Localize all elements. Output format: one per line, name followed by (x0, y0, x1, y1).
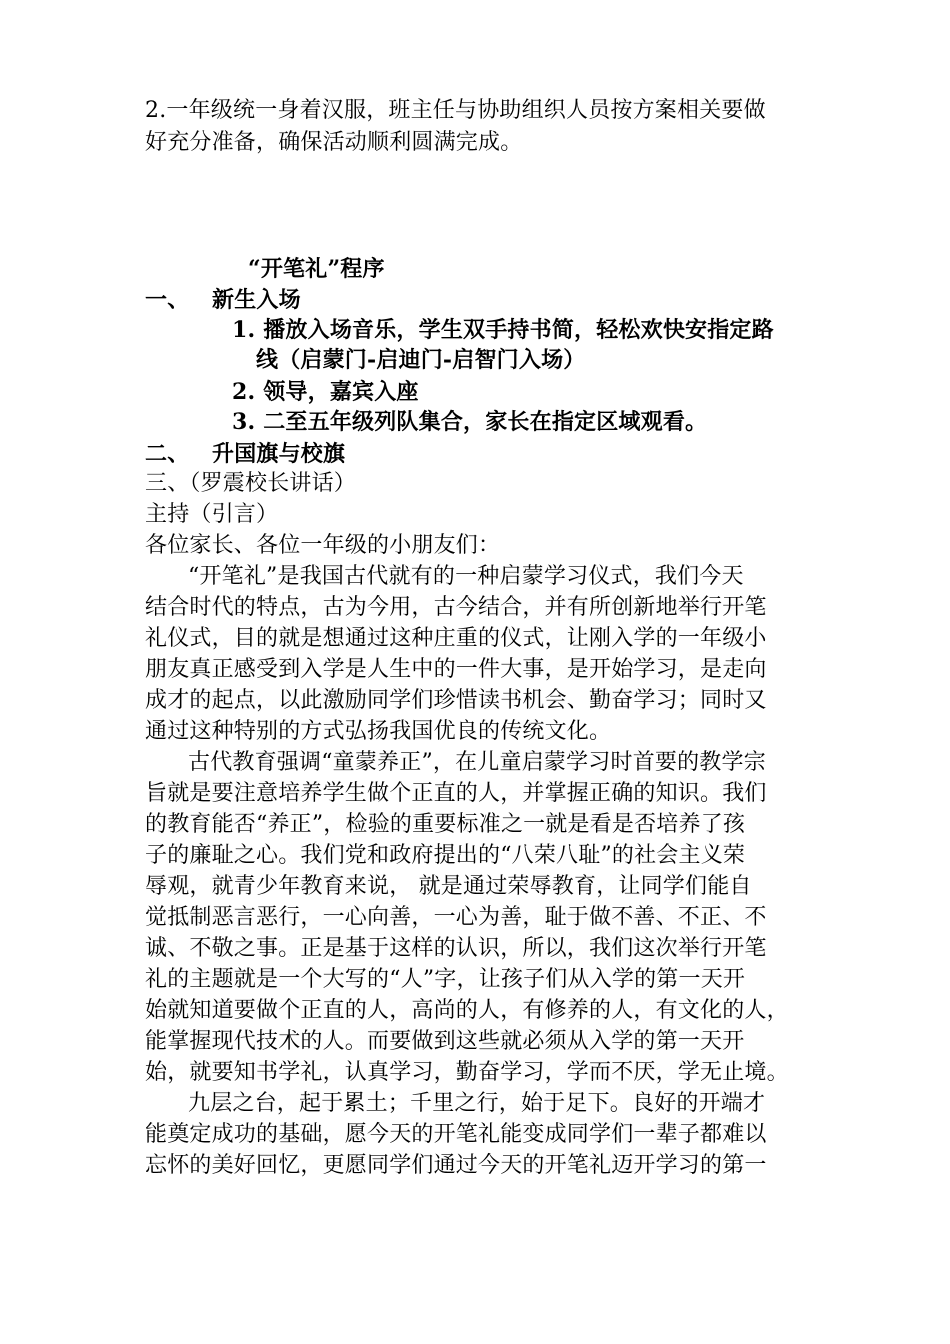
section-2-label: 升国旗与校旗 (212, 441, 346, 467)
intro-line-1: 2.一年级统一身着汉服，班主任与协助组织人员按方案相关要做 (145, 98, 766, 123)
section-1-item-1-cont: 线（启蒙门-启迪门-启智门入场） (256, 347, 586, 373)
intro-line-2: 好充分准备，确保活动顺利圆满完成。 (145, 130, 523, 155)
section-1-item-2: 2. 领导，嘉宾入座 (232, 379, 419, 405)
speech-line: 成才的起点，以此激励同学们珍惜读书机会、勤奋学习；同时又 (145, 688, 767, 713)
speech-line: 能奠定成功的基础，愿今天的开笔礼能变成同学们一辈子都难以 (145, 1122, 767, 1147)
speech-line: “开笔礼”是我国古代就有的一种启蒙学习仪式，我们今天 (188, 564, 744, 589)
speech-line: 旨就是要注意培养学生做个正直的人，并掌握正确的知识。我们 (145, 781, 767, 806)
speech-line: 忘怀的美好回忆，更愿同学们通过今天的开笔礼迈开学习的第一 (145, 1153, 767, 1178)
speech-line: 朋友真正感受到入学是人生中的一件大事，是开始学习，是走向 (145, 657, 767, 682)
speech-line: 的教育能否“养正”，检验的重要标准之一就是看是否培养了孩 (145, 812, 746, 837)
section-2-number: 二、 (145, 441, 190, 467)
section-1-item-1: 1. 播放入场音乐，学生双手持书简，轻松欢快安指定路 (232, 317, 774, 343)
speech-line: 通过这种特别的方式弘扬我国优良的传统文化。 (145, 719, 612, 744)
speech-line: 诚、不敬之事。正是基于这样的认识，所以，我们这次举行开笔 (145, 936, 767, 961)
speech-line: 子的廉耻之心。我们党和政府提出的“八荣八耻”的社会主义荣 (145, 843, 746, 868)
speech-line: 礼仪式，目的就是想通过这种庄重的仪式，让刚入学的一年级小 (145, 626, 767, 651)
section-3: 三、（罗震校长讲话） (145, 471, 357, 496)
section-1-item-3: 3. 二至五年级列队集合，家长在指定区域观看。 (232, 409, 708, 435)
speech-line: 始就知道要做个正直的人，高尚的人，有修养的人，有文化的人， (145, 998, 789, 1023)
host-intro: 主持（引言） (145, 502, 279, 527)
speech-line: 古代教育强调“童蒙养正”，在儿童启蒙学习时首要的教学宗 (188, 750, 766, 775)
speech-line: 礼的主题就是一个大写的“人”字，让孩子们从入学的第一天开 (145, 967, 746, 992)
speech-line: 始，就要知书学礼，认真学习，勤奋学习，学而不厌，学无止境。 (145, 1060, 789, 1085)
program-title: “开笔礼”程序 (248, 256, 385, 282)
speech-line: 觉抵制恶言恶行，一心向善，一心为善，耻于做不善、不正、不 (145, 905, 767, 930)
speech-line: 结合时代的特点，古为今用，古今结合，并有所创新地举行开笔 (145, 595, 767, 620)
section-1-number: 一、 (145, 287, 190, 313)
section-1-label: 新生入场 (212, 287, 301, 313)
speech-line: 能掌握现代技术的人。而要做到这些就必须从入学的第一天开 (145, 1029, 745, 1054)
speech-line: 九层之台，起于累土；千里之行，始于足下。良好的开端才 (188, 1091, 766, 1116)
speech-line: 辱观，就青少年教育来说， 就是通过荣辱教育，让同学们能自 (145, 874, 752, 899)
greeting: 各位家长、各位一年级的小朋友们： (145, 533, 501, 558)
